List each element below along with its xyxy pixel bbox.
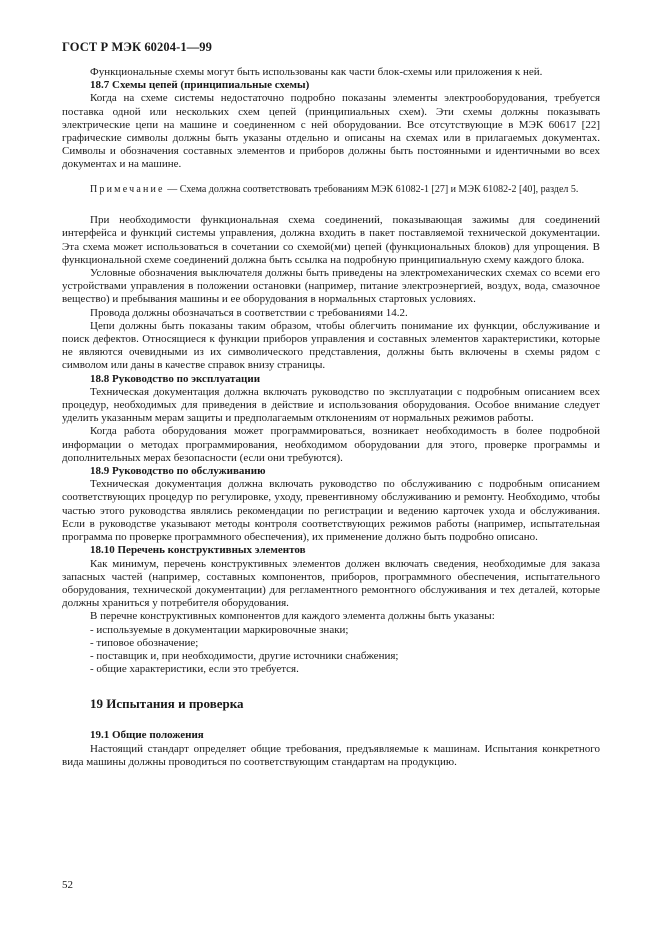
component-list bbox=[62, 624, 600, 677]
section-18-10-paragraph-1: Как минимум, перечень конструктивных элементов должен включать сведения, необходимые для заказа запасных частей (например, составных компонентов, приборов, программного обеспечения, испытательного оборудования, технической документации) для регламентного ремонтного обслуживания и тех деталей, которые должны храниться у потребителя оборудования. bbox=[62, 557, 600, 610]
note bbox=[62, 184, 600, 197]
section-18-8-paragraph-1: Техническая документация должна включать руководство по эксплуатации с подробным описанием всех процедур, необходимых для приведения в действие и использования оборудования. Особое внимание следует уделить указанным мерам защиты и предполагаемым отклонениям от нормальных режимов работы. bbox=[62, 385, 600, 425]
section-18-9-paragraph-1: Техническая документация должна включать руководство по обслуживанию с подробным описанием соответствующих процедур по регулировке, уходу, превентивному обслуживанию и ремонту. Необходимо, чтобы частью этого руководства являлись рекомендации по регистрации и ведению карточек ухода и обслуживания. Если в руководстве указывают методы контроля соответствующих режимов работы (например, испытательная программа по проверке программного обеспечения), их применение должно быть подробно описано. bbox=[62, 478, 600, 544]
document-body bbox=[62, 66, 600, 769]
section-18-7-paragraph-3: Условные обозначения выключателя должны быть приведены на электромеханических схемах со всеми его устройствами управления в положении остановки (например, питание электроэнергией, воздух, вода, смазочное вещество) и пребывания машины и ее оборудования в нормальных стартовых условиях. bbox=[62, 267, 600, 306]
page-number: 52 bbox=[62, 879, 73, 891]
list-item: - используемые в документации маркировочные знаки; bbox=[90, 623, 349, 636]
list-item: - общие характеристики, если это требуется. bbox=[90, 663, 299, 676]
list-item: - типовое обозначение; bbox=[90, 636, 199, 649]
section-19-1-paragraph-1: Настоящий стандарт определяет общие требования, предъявляемые к машинам. Испытания конкретного вида машины должны проводиться по соответствующим стандартам на продукцию. bbox=[62, 742, 600, 768]
intro-paragraph: Функциональные схемы могут быть использованы как части блок-схемы или приложения к ней. bbox=[90, 66, 543, 78]
document-header: ГОСТ Р МЭК 60204-1—99 bbox=[62, 40, 212, 54]
section-18-7-paragraph-1: Когда на схеме системы недостаточно подробно показаны элементы электрооборудования, требуется поставка одной или нескольких схем цепей (принципиальных схем). Эти схемы должны показывать электрические цепи на машине и соединенном с ней оборудовании. Все отсутствующие в МЭК 60617 [22] графические символы должны быть указаны отдельно и описаны на схемах или в прилагаемых документах. Символы и обозначения составных элементов и приборов должны быть постоянными и идентичными во всех документах и на машине. bbox=[62, 92, 600, 171]
section-18-7-paragraph-2: При необходимости функциональная схема соединений, показывающая зажимы для соединений интерфейса и функций системы управления, должна входить в пакет поставляемой технической документации. Эта схема может использоваться в сочетании со схемой(ми) цепей (функциональных блоков) для упрощения. В функциональной схеме соединений должна быть ссылка на подробную принципиальную схему каждого блока. bbox=[62, 214, 600, 266]
section-18-8-paragraph-2: Когда работа оборудования может программироваться, возникает необходимость в более подробной информации о методах программирования, необходимом оборудовании для этого, проверке программы и дополнительных мерах безопасности (если они требуются). bbox=[62, 425, 600, 464]
section-19-1-heading: 19.1 Общие положения bbox=[90, 729, 204, 742]
section-18-10-paragraph-2: В перечне конструктивных компонентов для каждого элемента должны быть указаны: bbox=[90, 610, 495, 623]
list-item: - поставщик и, при необходимости, другие источники снабжения; bbox=[90, 649, 399, 662]
section-18-7-paragraph-4: Провода должны обозначаться в соответствии с требованиями 14.2. bbox=[90, 306, 408, 319]
note-label: Примечание bbox=[90, 183, 165, 195]
section-18-8-heading: 18.8 Руководство по эксплуатации bbox=[90, 372, 261, 385]
note-text: — Схема должна соответствовать требованиям МЭК 61082-1 [27] и МЭК 61082-2 [40], раздел 5. bbox=[164, 183, 579, 195]
section-19-heading: 19 Испытания и проверка bbox=[90, 696, 244, 712]
section-18-7-paragraph-5: Цепи должны быть показаны таким образом, чтобы облегчить понимание их функции, обслуживание и поиск дефектов. Относящиеся к функции приборов управления и составных элементов характеристики, которые не являются очевидными из их символического представления, должны быть включены в схемы рядом с символом или даны в качестве справок внизу страницы. bbox=[62, 319, 600, 372]
section-18-9-heading: 18.9 Руководство по обслуживанию bbox=[90, 465, 266, 478]
section-18-10-heading: 18.10 Перечень конструктивных элементов bbox=[90, 544, 306, 557]
section-18-7-heading: 18.7 Схемы цепей (принципиальные схемы) bbox=[90, 79, 310, 92]
